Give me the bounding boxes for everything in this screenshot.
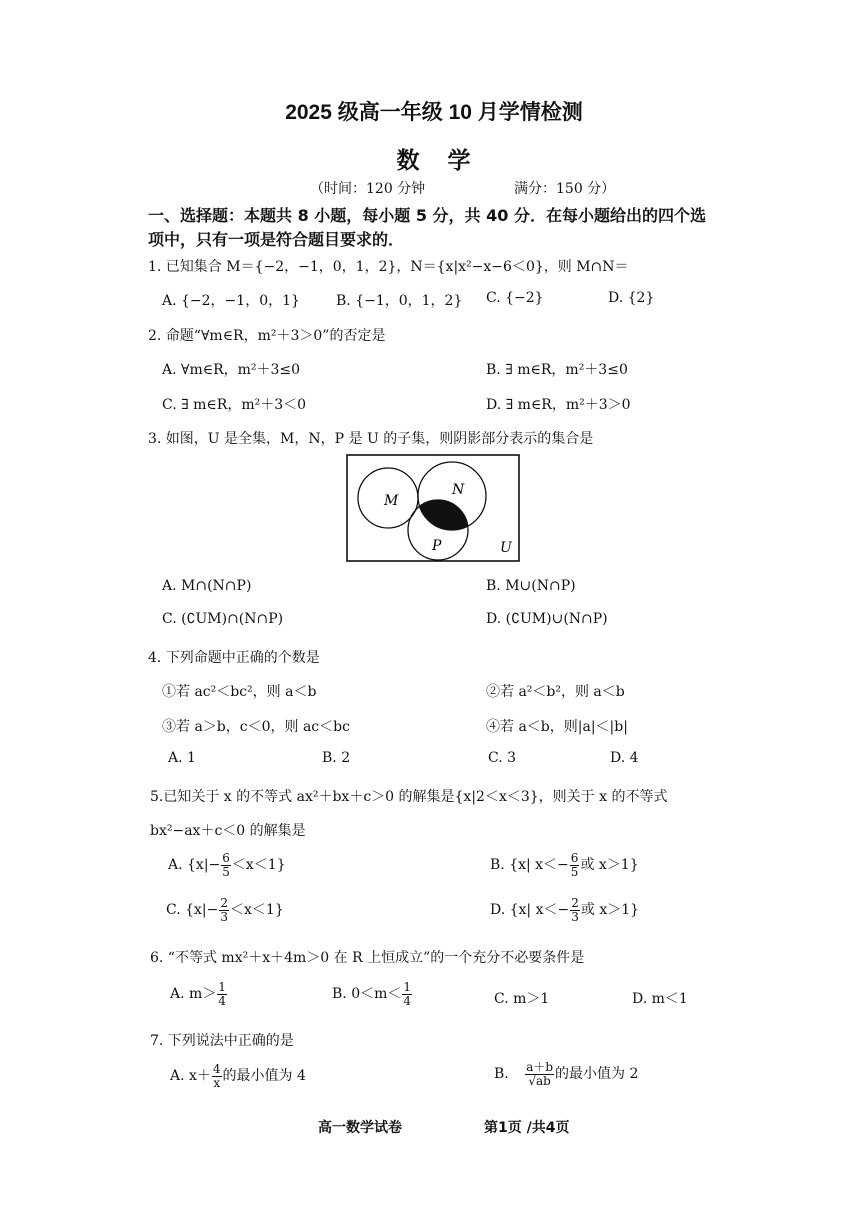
section-instruction-line2: 项中，只有一项是符合题目要求的．: [148, 230, 405, 249]
exam-time: （时间：120 分钟: [310, 181, 426, 197]
q2-option-d: D. ∃ m∈R，m²＋3＞0: [486, 397, 631, 413]
q6-option-c: C. m＞1: [494, 991, 550, 1007]
footer-paper-name: 高一数学试卷: [318, 1120, 402, 1136]
q7-option-a: A. x＋ $\frac{4}{x}$ 的最小值为 4: [170, 1062, 306, 1090]
q5-option-a: A. {x|− $\frac{6}{5}$ ＜x＜1}: [168, 851, 286, 879]
q6-option-b: B. 0＜m＜ $\frac{1}{4}$: [332, 980, 412, 1008]
q4-statement-1: ①若 ac²＜bc²，则 a＜b: [162, 684, 317, 700]
exam-title: 2025 级高一年级 10 月学情检测: [285, 101, 583, 124]
label-p: P: [432, 538, 442, 554]
q4-option-c: C. 3: [488, 750, 517, 766]
question-7-stem: 7. 下列说法中正确的是: [150, 1033, 294, 1049]
question-2-stem: 2. 命题“∀m∈R，m²＋3＞0”的否定是: [148, 328, 386, 344]
q1-option-d: D. {2}: [608, 290, 655, 306]
q1-option-b: B. {−1，0，1，2}: [336, 293, 463, 309]
exam-score: 满分：150 分）: [514, 181, 616, 197]
q3-option-b: B. M∪(N∩P): [486, 578, 576, 594]
question-1-stem: 1. 已知集合 M＝{−2，−1，0，1，2}，N＝{x|x²−x−6＜0}，则 M∩N＝: [148, 259, 629, 275]
label-n: N: [452, 482, 465, 498]
q2-option-a: A. ∀m∈R，m²＋3≤0: [162, 362, 301, 378]
question-5-stem-line1: 5.已知关于 x 的不等式 ax²＋bx＋c＞0 的解集是{x|2＜x＜3}，则关于 x 的不等式: [150, 789, 668, 805]
question-5-stem-line2: bx²−ax＋c＜0 的解集是: [150, 823, 306, 839]
q2-option-b: B. ∃ m∈R，m²＋3≤0: [486, 362, 628, 378]
q1-option-a: A. {−2，−1，0，1}: [162, 293, 300, 309]
question-3-stem: 3. 如图，U 是全集，M，N，P 是 U 的子集，则阴影部分表示的集合是: [148, 431, 594, 447]
q7-option-b: B. $\frac{a+b}{√ab}$ 的最小值为 2: [494, 1060, 639, 1088]
question-4-stem: 4. 下列命题中正确的个数是: [148, 650, 320, 666]
q1-option-c: C. {−2}: [486, 290, 544, 306]
q3-option-c: C. (∁UM)∩(N∩P): [162, 611, 284, 627]
q4-statement-2: ②若 a²＜b²，则 a＜b: [486, 684, 625, 700]
label-u: U: [500, 540, 512, 556]
section-instruction-line1: 一、选择题：本题共 8 小题，每小题 5 分，共 40 分．在每小题给出的四个选: [148, 206, 706, 225]
q6-option-a: A. m＞ $\frac{1}{4}$: [170, 980, 226, 1008]
q4-option-a: A. 1: [168, 750, 196, 766]
label-m: M: [384, 493, 399, 509]
q3-option-d: D. (∁UM)∪(N∩P): [486, 611, 608, 627]
q4-option-b: B. 2: [322, 750, 351, 766]
q2-option-c: C. ∃ m∈R，m²＋3＜0: [162, 397, 307, 413]
q6-option-d: D. m＜1: [632, 991, 688, 1007]
subject-heading: 数学: [396, 148, 499, 174]
venn-diagram: [346, 454, 522, 564]
q4-statement-4: ④若 a＜b，则|a|＜|b|: [486, 719, 628, 735]
footer-page-number: 第1页 /共4页: [484, 1120, 570, 1136]
q5-option-b: B. {x| x＜− $\frac{6}{5}$ 或 x＞1}: [490, 851, 639, 879]
q5-option-d: D. {x| x＜− $\frac{2}{3}$ 或 x＞1}: [490, 896, 640, 924]
q4-option-d: D. 4: [610, 750, 639, 766]
q4-statement-3: ③若 a＞b，c＜0，则 ac＜bc: [162, 719, 350, 735]
q3-option-a: A. M∩(N∩P): [162, 578, 252, 594]
question-6-stem: 6. “不等式 mx²＋x＋4m＞0 在 R 上恒成立”的一个充分不必要条件是: [150, 950, 585, 966]
q5-option-c: C. {x|− $\frac{2}{3}$ ＜x＜1}: [166, 896, 284, 924]
